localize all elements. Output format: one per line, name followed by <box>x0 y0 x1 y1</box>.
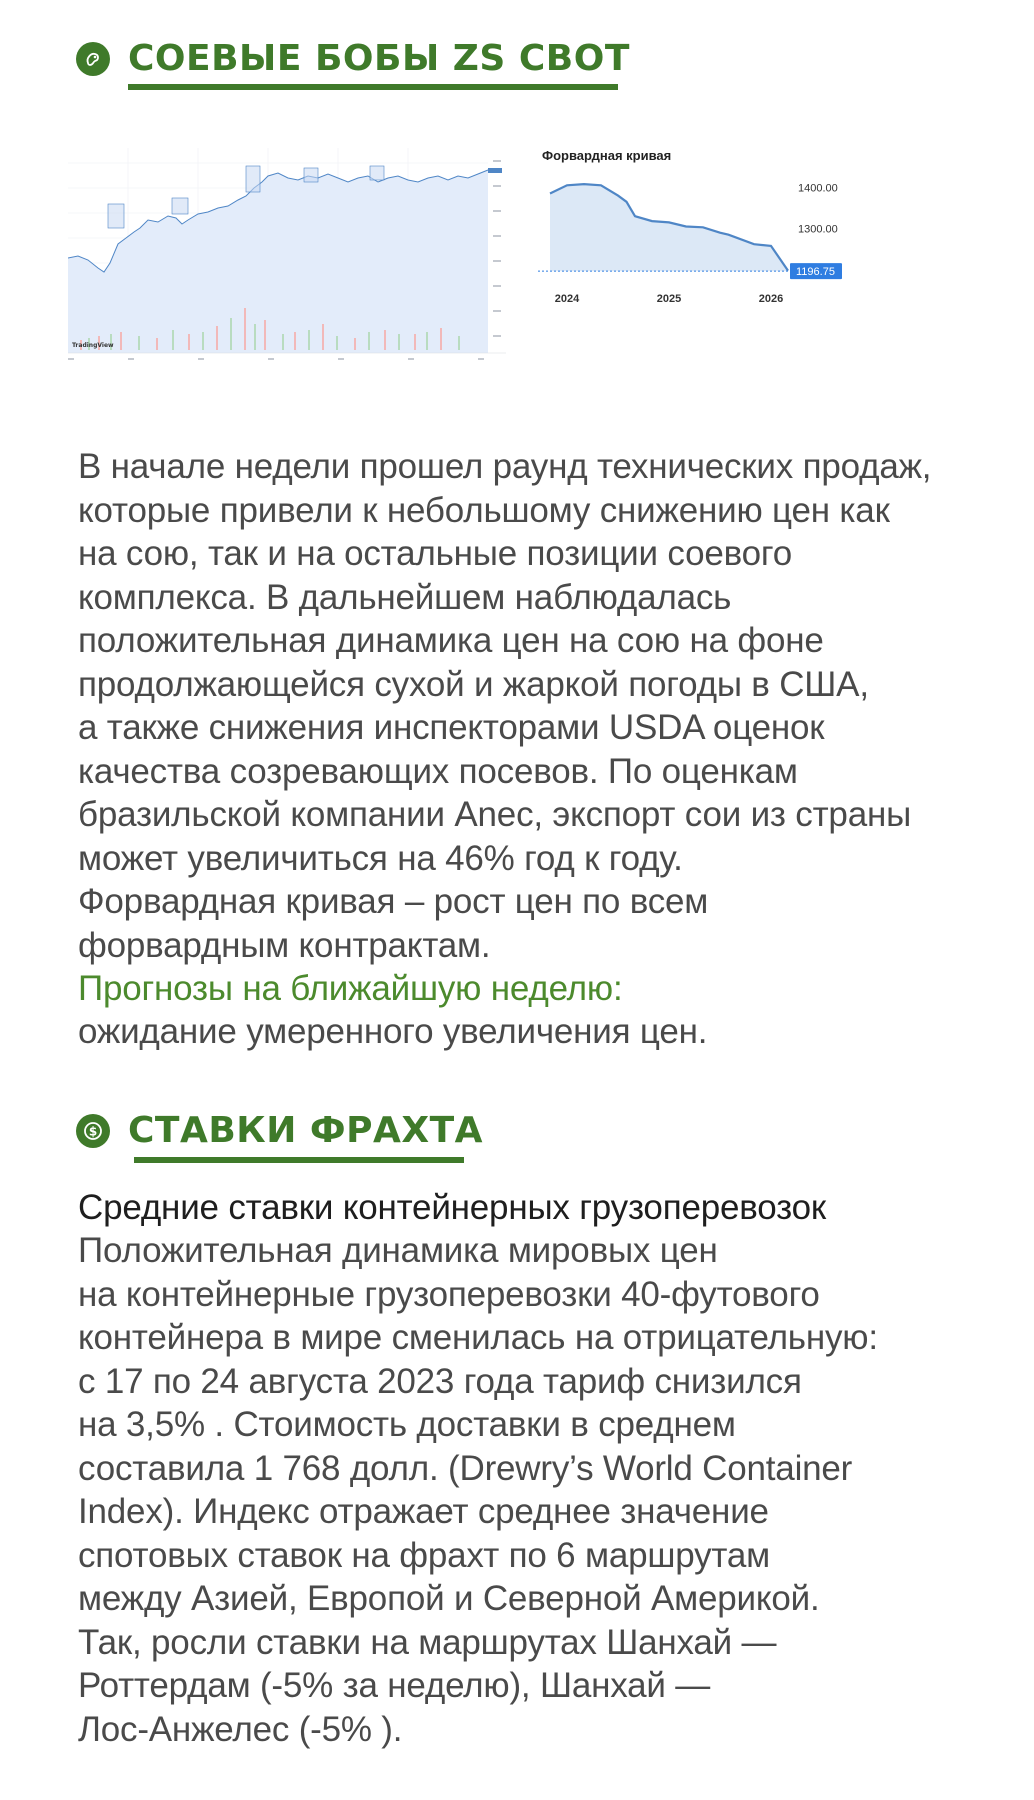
text-line: качества созревающих посевов. По оценкам <box>78 751 798 791</box>
price-chart-svg <box>68 148 506 368</box>
text-line: может увеличиться на 46% год к году. <box>78 838 683 878</box>
text-line: форвардным контрактам. <box>78 925 491 965</box>
y-tick-label: 1300.00 <box>798 223 838 236</box>
section-header-soybeans <box>76 38 630 79</box>
text-line: а также снижения инспекторами USDA оценок <box>78 708 825 747</box>
section-title: СТАВКИ ФРАХТА <box>128 1110 483 1151</box>
x-tick-label: 2024 <box>554 293 580 305</box>
soybeans-text <box>78 445 1008 967</box>
text-line: на контейнерные грузоперевозки 40-футового <box>78 1274 820 1314</box>
text-line: Роттердам (-5% за неделю), Шанхай — <box>78 1666 711 1705</box>
text-line: Index). Индекс отражает среднее значение <box>78 1492 769 1531</box>
forward-curve-chart <box>530 140 970 375</box>
x-tick-label: 2025 <box>656 293 682 305</box>
text-line: Положительная динамика мировых цен <box>78 1231 718 1270</box>
forward-curve-svg <box>530 140 970 375</box>
text-line: спотовых ставок на фрахт по 6 маршрутам <box>78 1535 770 1575</box>
text-line: контейнера в мире сменилась на отрицательную: <box>78 1318 878 1357</box>
forecast-label: Прогнозы на ближайшую неделю: <box>78 969 623 1008</box>
section-underline <box>128 84 618 90</box>
tradingview-watermark: TradingView <box>72 342 114 349</box>
text-line: бразильской компании Anec, экспорт сои из страны <box>78 795 912 834</box>
text-line: на сою, так и на остальные позиции соевого <box>78 534 792 573</box>
text-line: Форвардная кривая – рост цен по всем <box>78 882 709 921</box>
dollar-coin-icon <box>76 1114 110 1148</box>
text-line: В начале недели прошел раунд технических продаж, <box>78 447 932 486</box>
section-header-freight <box>76 1110 483 1151</box>
text-line: с 17 по 24 августа 2023 года тариф снизился <box>78 1361 802 1401</box>
freight-subhead: Средние ставки контейнерных грузоперевозок <box>78 1188 826 1227</box>
forecast-text: ожидание умеренного увеличения цен. <box>78 1012 708 1051</box>
section-underline <box>134 1157 464 1163</box>
section-title: СОЕВЫЕ БОБЫ ZS CBOT <box>128 38 630 79</box>
text-line: составила 1 768 долл. (Drewry’s World Container <box>78 1448 853 1488</box>
text-line: между Азией, Европой и Северной Америкой. <box>78 1579 820 1618</box>
forward-curve-area <box>550 184 788 271</box>
text-line: Так, росли ставки на маршрутах Шанхай — <box>78 1622 777 1662</box>
text-line: на 3,5% . Стоимость доставки в среднем <box>78 1405 736 1444</box>
bean-icon <box>76 42 110 76</box>
text-line: которые привели к небольшому снижению цен как <box>78 490 890 530</box>
text-line: Лос-Анжелес (-5% ). <box>78 1709 403 1749</box>
current-price-label: 1196.75 <box>796 266 835 279</box>
x-tick-label: 2026 <box>758 293 784 305</box>
text-line: положительная динамика цен на сою на фоне <box>78 621 824 660</box>
text-line: продолжающейся сухой и жаркой погоды в США, <box>78 664 869 704</box>
svg-text:$: $ <box>88 1124 98 1138</box>
price-chart <box>68 148 506 368</box>
forward-curve-title: Форвардная кривая <box>542 148 672 163</box>
freight-text <box>78 1229 1008 1751</box>
text-line: комплекса. В дальнейшем наблюдалась <box>78 577 732 617</box>
y-tick-label: 1400.00 <box>798 182 838 195</box>
